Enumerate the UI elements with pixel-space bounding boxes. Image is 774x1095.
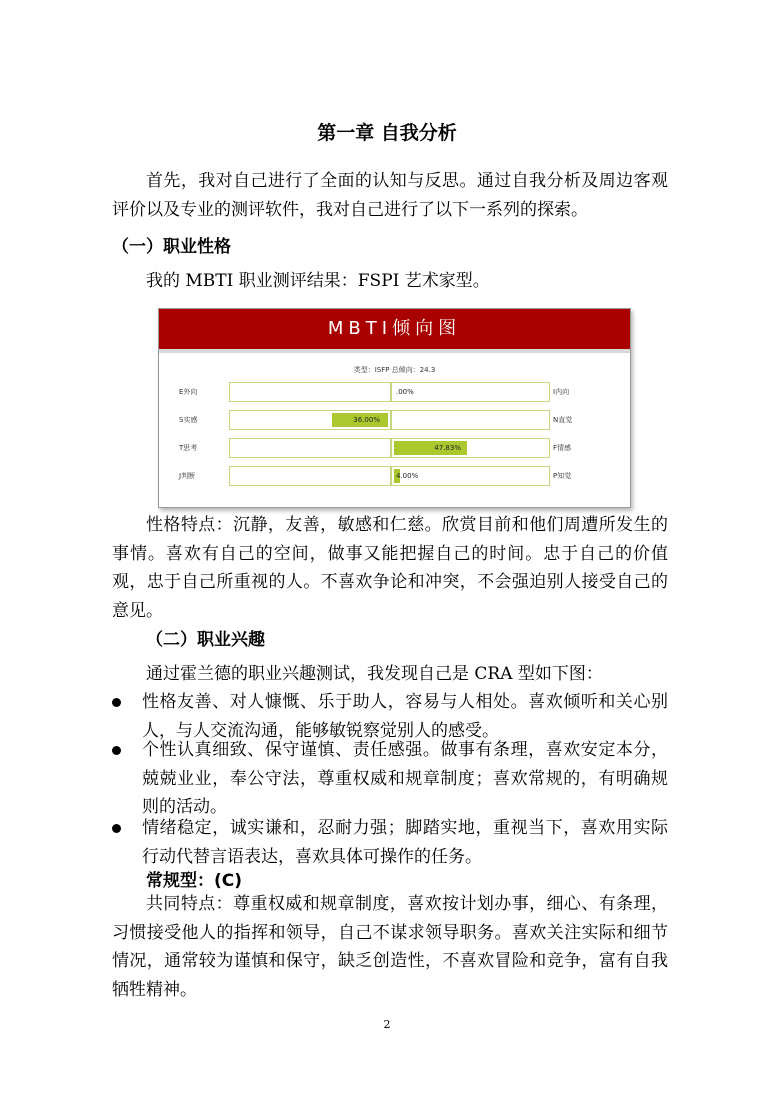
mbti-right-label: P知觉 (553, 472, 572, 480)
chapter-title: 第一章 自我分析 (317, 122, 457, 144)
mbti-right-value: 4.00% (396, 472, 419, 480)
bullet-text: 情绪稳定，诚实谦和，忍耐力强；脚踏实地，重视当下，喜欢用实际行动代替言语表达，喜欢具体可操作的任务。 (142, 818, 668, 867)
bullet-dot-icon (112, 746, 121, 755)
mbti-row (159, 382, 630, 402)
conventional-type-heading: 常规型：(C) (146, 871, 243, 891)
personality-traits-paragraph: 性格特点：沉静，友善，敏感和仁慈。欣赏目前和他们周遭所发生的事情。喜欢有自己的空间，做事又能把握自己的时间。忠于自己的价值观，忠于自己所重视的人。不喜欢争论和冲突，不会强迫别人接受自己的意见。 (112, 515, 668, 621)
mbti-left-bar-track (229, 438, 391, 458)
intro-paragraph: 首先，我对自己进行了全面的认知与反思。通过自我分析及周边客观评价以及专业的测评软件，我对自己进行了以下一系列的探索。 (112, 171, 668, 220)
page-number: 2 (383, 1018, 391, 1031)
mbti-left-label: E外向 (179, 388, 198, 396)
mbti-type-line: 类型：ISFP 总倾向：24.3 (353, 366, 436, 374)
mbti-right-bar-track (391, 410, 550, 430)
mbti-left-bar-track (229, 410, 391, 430)
mbti-right-label: N直觉 (553, 416, 573, 424)
mbti-result-text: 我的 MBTI 职业测评结果：FSPI 艺术家型。 (146, 271, 490, 291)
mbti-row (159, 438, 630, 458)
bullet-text: 个性认真细致、保守谨慎、责任感强。做事有条理，喜欢安定本分，兢兢业业，奉公守法，尊重权威和规章制度；喜欢常规的，有明确规则的活动。 (142, 740, 668, 817)
bullet-dot-icon (112, 824, 121, 833)
mbti-right-value: .00% (396, 388, 414, 396)
mbti-right-label: I内向 (553, 388, 570, 396)
mbti-banner-divider (159, 349, 630, 353)
mbti-right-bar-track (391, 466, 550, 486)
mbti-left-bar-track (229, 466, 391, 486)
mbti-left-value: 36.00% (353, 416, 380, 424)
mbti-left-label: J判断 (179, 472, 196, 480)
mbti-right-value: 47.83% (434, 444, 461, 452)
mbti-chart-title: MBTI倾向图 (159, 309, 630, 349)
mbti-left-label: T思考 (179, 444, 198, 452)
mbti-left-bar-track (229, 382, 391, 402)
common-traits-paragraph: 共同特点：尊重权威和规章制度，喜欢按计划办事，细心、有条理，习惯接受他人的指挥和领导，自己不谋求领导职务。喜欢关注实际和细节情况，通常较为谨慎和保守，缺乏创造性，不喜欢冒险和竞争，富有自我牺牲精神。 (112, 894, 668, 1000)
bullet-text: 性格友善、对人慷慨、乐于助人，容易与人相处。喜欢倾听和关心别人，与人交流沟通，能够敏锐察觉别人的感受。 (142, 692, 668, 741)
interest-intro-paragraph: 通过霍兰德的职业兴趣测试，我发现自己是 CRA 型如下图： (146, 664, 603, 684)
mbti-right-bar-track (391, 438, 550, 458)
bullet-dot-icon (112, 698, 121, 707)
mbti-right-bar-track (391, 382, 550, 402)
mbti-right-label: F情感 (553, 444, 572, 452)
section-heading-personality: （一）职业性格 (112, 237, 231, 257)
mbti-row (159, 466, 630, 486)
mbti-chart (158, 308, 631, 508)
section-heading-interest: （二）职业兴趣 (146, 630, 265, 650)
mbti-left-label: S实感 (179, 416, 198, 424)
mbti-row (159, 410, 630, 430)
